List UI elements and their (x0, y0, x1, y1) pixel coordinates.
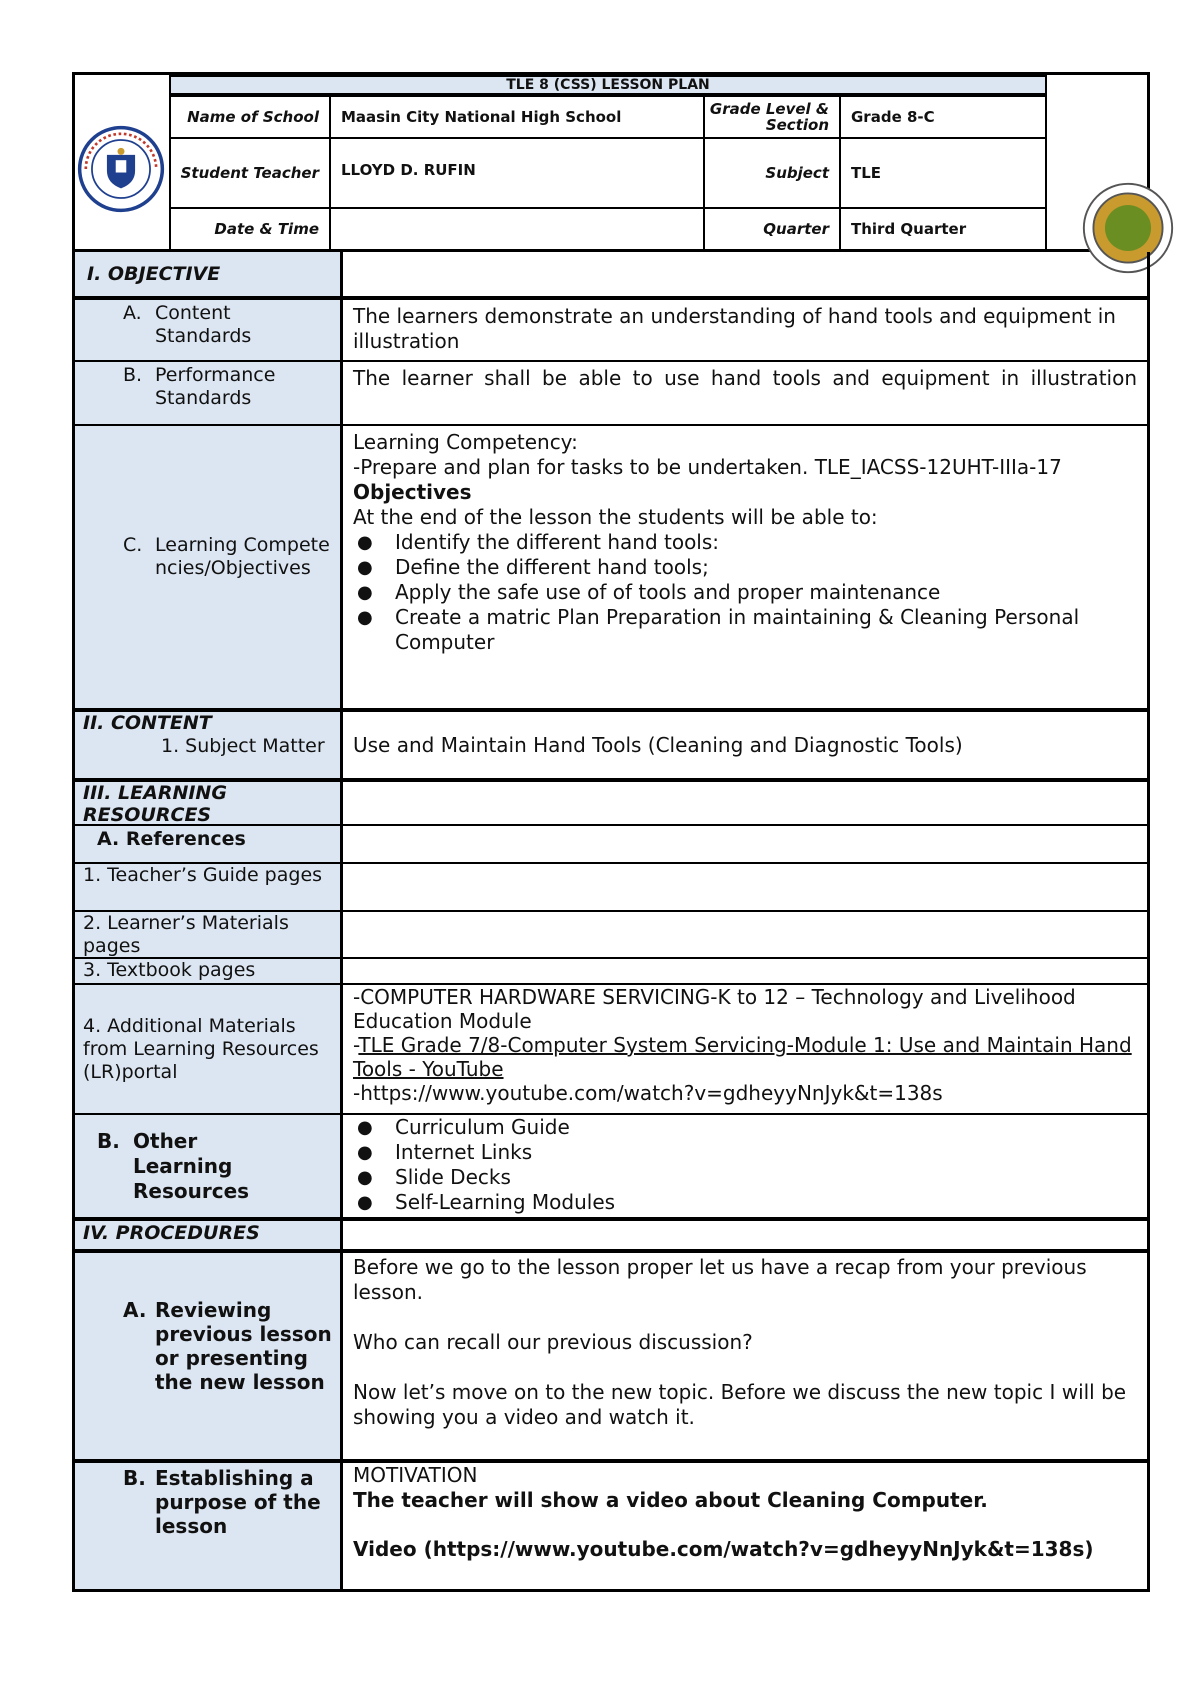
references-empty (343, 826, 1147, 862)
additional-materials-2[interactable] (353, 1033, 1137, 1081)
objective-item-text: Identify the different hand tools: (395, 530, 720, 554)
performance-standards-text (343, 362, 1147, 424)
lesson-plan-title: TLE 8 (CSS) LESSON PLAN (169, 75, 1047, 95)
resource-item (353, 1115, 1137, 1140)
bullet-icon: ● (357, 1192, 373, 1213)
student-teacher-label: Student Teacher (169, 137, 331, 209)
textbook-label: 3. Textbook pages (75, 959, 343, 983)
textbook-row (75, 957, 1147, 983)
quarter-label: Quarter (703, 207, 841, 251)
additional-materials-2-prefix: - (353, 1033, 359, 1057)
objective-item (353, 605, 1137, 655)
content-label (75, 712, 343, 778)
teachers-guide-label: 1. Teacher’s Guide pages (75, 864, 343, 910)
procedures-heading-empty (343, 1221, 1147, 1249)
establishing-purpose-row (75, 1459, 1147, 1589)
school-value: Maasin City National High School (329, 95, 705, 139)
grade-value: Grade 8-C (839, 95, 1047, 139)
objective-heading: I. OBJECTIVE (75, 252, 343, 296)
content-heading: II. CONTENT (83, 712, 212, 734)
references-row (75, 824, 1147, 862)
learning-competencies-row (75, 424, 1147, 708)
lesson-plan-header (72, 72, 1150, 252)
reviewing-lesson-letter: A. (123, 1298, 147, 1322)
reviewing-p1: Before we go to the lesson proper let us have a recap from your previous lesson. (353, 1255, 1087, 1304)
references-label: A. References (75, 826, 343, 862)
bullet-icon: ● (357, 607, 373, 628)
module-youtube-link[interactable]: TLE Grade 7/8-Computer System Servicing-Module 1: Use and Maintain Hand Tools - YouTube (353, 1033, 1132, 1081)
motivation-heading: MOTIVATION (353, 1463, 478, 1487)
establishing-purpose-body (343, 1463, 1147, 1589)
quarter-value: Third Quarter (839, 207, 1047, 251)
content-standards-label (75, 300, 343, 360)
establishing-purpose-label (75, 1463, 343, 1589)
procedures-heading-row (75, 1217, 1147, 1249)
bullet-icon: ● (357, 557, 373, 578)
objective-item-text: Define the different hand tools; (395, 555, 709, 579)
content-standards-letter: A. (123, 302, 142, 324)
learning-competencies-body (343, 426, 1147, 708)
resource-item (353, 1165, 1137, 1190)
teachers-guide-empty (343, 864, 1147, 910)
content-row (75, 708, 1147, 778)
performance-standards-row (75, 360, 1147, 424)
other-resources-label (75, 1115, 343, 1217)
learners-materials-label: 2. Learner’s Materials pages (75, 912, 343, 957)
resources-heading-row (75, 778, 1147, 824)
grade-label: Grade Level & Section (703, 95, 841, 139)
bullet-icon: ● (357, 1117, 373, 1138)
resources-heading-empty (343, 782, 1147, 824)
subject-value: TLE (839, 137, 1047, 209)
content-standards-title: Content Standards (155, 302, 252, 347)
subject-matter-text: Use and Maintain Hand Tools (Cleaning and Diagnostic Tools) (353, 732, 963, 757)
reviewing-lesson-body (343, 1253, 1147, 1459)
objective-heading-row (75, 252, 1147, 296)
resources-heading: III. LEARNING RESOURCES (75, 782, 343, 824)
reviewing-p2: Who can recall our previous discussion? (353, 1330, 753, 1354)
other-resources-row (75, 1113, 1147, 1217)
reviewing-lesson-row (75, 1249, 1147, 1459)
subject-label: Subject (703, 137, 841, 209)
student-teacher-value: LLOYD D. RUFIN (329, 137, 705, 209)
bullet-icon: ● (357, 582, 373, 603)
objective-item-text: Create a matric Plan Preparation in maintaining & Cleaning Personal Computer (395, 605, 1080, 654)
learning-competencies-title: Learning Competencies/Objectives (155, 534, 330, 579)
date-label: Date & Time (169, 207, 331, 251)
additional-materials-row (75, 983, 1147, 1113)
content-standards-row (75, 296, 1147, 360)
textbook-empty (343, 959, 1147, 983)
additional-materials-label: 4. Additional Materials from Learning Resources (LR)portal (75, 985, 343, 1113)
resource-item (353, 1190, 1137, 1215)
objectives-heading: Objectives (353, 480, 472, 504)
reviewing-p3: Now let’s move on to the new topic. Before we discuss the new topic I will be showing you a video and watch it. (353, 1380, 1127, 1429)
resource-item-text: Internet Links (395, 1140, 533, 1164)
subject-matter-label: 1. Subject Matter (161, 735, 325, 757)
additional-materials-body (343, 985, 1147, 1113)
learners-materials-row (75, 910, 1147, 957)
additional-materials-3: -https://www.youtube.com/watch?v=gdheyyNnJyk&t=138s (353, 1081, 943, 1105)
reviewing-lesson-label (75, 1253, 343, 1459)
motivation-video: Video (https://www.youtube.com/watch?v=gdheyyNnJyk&t=138s) (353, 1537, 1094, 1561)
resource-item-text: Slide Decks (395, 1165, 511, 1189)
performance-standards-label (75, 362, 343, 424)
establishing-purpose-letter: B. (123, 1466, 146, 1490)
learners-materials-empty (343, 912, 1147, 957)
content-standards-text: The learners demonstrate an understanding of hand tools and equipment in illustration (353, 304, 1116, 353)
establishing-purpose-title: Establishing a purpose of the lesson (155, 1466, 321, 1538)
objective-item (353, 555, 1137, 580)
lc-text: -Prepare and plan for tasks to be undertaken. TLE_IACSS-12UHT-IIIa-17 (353, 455, 1062, 479)
other-resources-list (343, 1115, 1147, 1217)
teachers-guide-row (75, 862, 1147, 910)
date-value (329, 207, 705, 251)
resource-item-text: Curriculum Guide (395, 1115, 570, 1139)
resource-item-text: Self-Learning Modules (395, 1190, 616, 1214)
bullet-icon: ● (357, 1167, 373, 1188)
resource-item (353, 1140, 1137, 1165)
reviewing-lesson-title: Reviewing previous lesson or presenting the new lesson (155, 1298, 332, 1394)
lc-heading: Learning Competency: (353, 430, 578, 454)
procedures-heading: IV. PROCEDURES (75, 1221, 343, 1249)
learning-competencies-letter: C. (123, 534, 143, 556)
bullet-icon: ● (357, 532, 373, 553)
other-resources-letter: B. (97, 1128, 120, 1153)
objective-heading-empty (343, 252, 1147, 296)
performance-standards-title: Performance Standards (155, 364, 276, 409)
objective-item (353, 530, 1137, 555)
performance-standards-letter: B. (123, 364, 143, 386)
learning-competencies-label (75, 426, 343, 708)
performance-standards-body: The learner shall be able to use hand tools and equipment in illustration (353, 366, 1137, 390)
school-label: Name of School (169, 95, 331, 139)
lesson-plan-table (72, 252, 1150, 1592)
objective-item (353, 580, 1137, 605)
deped-seal-logo (77, 119, 165, 219)
other-resources-title: Other Learning Resources (133, 1128, 250, 1203)
objective-item-text: Apply the safe use of of tools and proper maintenance (395, 580, 941, 604)
motivation-text: The teacher will show a video about Cleaning Computer. (353, 1488, 988, 1512)
bullet-icon: ● (357, 1142, 373, 1163)
objectives-intro: At the end of the lesson the students will be able to: (353, 505, 878, 529)
additional-materials-1: -COMPUTER HARDWARE SERVICING-K to 12 – Technology and Livelihood Education Module (353, 985, 1076, 1033)
